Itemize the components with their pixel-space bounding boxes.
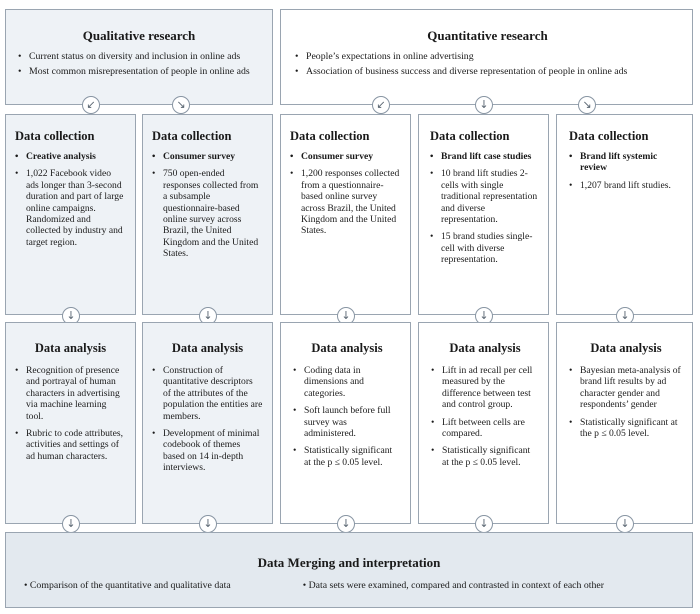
analysis-item: • Coding data in dimensions and categories. [293, 365, 401, 399]
analysis-title: Data analysis [34, 341, 107, 355]
arrow-down-right-icon: ↘ [578, 96, 596, 114]
analysis-title: Data analysis [449, 341, 521, 355]
arrow-down-icon: ↓ [337, 307, 355, 325]
arrow-down-icon: ↓ [616, 307, 634, 325]
analysis-item: • Lift between cells are compared. [431, 417, 539, 440]
collection-box-brand-lift-review [556, 114, 693, 315]
analysis-box-consumer-survey-qual [142, 322, 273, 524]
arrow-down-left-icon: ↙ [372, 96, 390, 114]
collection-method: • Creative analysis [15, 151, 126, 162]
analysis-item: • Lift in ad recall per cell measured by the difference between test and control group. [431, 365, 539, 411]
analysis-box-creative [5, 322, 136, 524]
collection-method: • Brand lift case studies [430, 151, 539, 162]
collection-item: • 1,207 brand lift studies. [569, 180, 683, 191]
analysis-box-brand-lift-case [418, 322, 549, 524]
analysis-title: Data analysis [590, 341, 662, 355]
arrow-down-icon: ↓ [475, 307, 493, 325]
arrow-down-icon: ↓ [475, 96, 493, 114]
analysis-title: Data analysis [311, 341, 383, 355]
analysis-title: Data analysis [171, 341, 244, 355]
collection-method: • Consumer survey [290, 151, 401, 162]
data-merging-box [5, 532, 693, 608]
collection-title: Data collection [15, 129, 95, 143]
merging-item: • Data sets were examined, compared and contrasted in context of each other [303, 580, 604, 592]
analysis-item: • Recognition of presence and portrayal of human characters in advertising via machine learning tool. [15, 365, 126, 422]
arrow-down-icon: ↓ [337, 515, 355, 533]
analysis-item: • Development of minimal codebook of themes based on 14 in-depth interviews. [152, 428, 263, 474]
qualitative-item: • Most common misrepresentation of people in online ads [18, 66, 260, 78]
collection-item: • 10 brand lift studies 2-cells with single traditional representation and diverse representation. [430, 168, 539, 225]
quantitative-research-title: Quantitative research [427, 28, 548, 43]
collection-title: Data collection [152, 129, 232, 143]
analysis-item: • Bayesian meta-analysis of brand lift results by ad character gender and respondents’ gender [569, 365, 683, 411]
collection-item: • 750 open-ended responses collected from a subsample questionnaire-based online survey across Brazil, the United Kingdom and the United States. [152, 168, 263, 259]
collection-item: • 1,200 responses collected from a questionnaire-based online survey across Brazil, the United Kingdom and the United States. [290, 168, 401, 236]
data-merging-title: Data Merging and interpretation [257, 555, 441, 570]
arrow-down-icon: ↓ [62, 307, 80, 325]
collection-title: Data collection [569, 129, 649, 143]
collection-item: • 1,022 Facebook video ads longer than 3-second duration and part of large online campaigns. Randomized and collected by industry and target region. [15, 168, 126, 248]
arrow-down-icon: ↓ [475, 515, 493, 533]
arrow-down-icon: ↓ [199, 515, 217, 533]
quantitative-item: • Association of business success and diverse representation of people in online ads [295, 66, 680, 78]
analysis-item: • Statistically significant at the p ≤ 0.05 level. [431, 445, 539, 468]
arrow-down-left-icon: ↙ [82, 96, 100, 114]
qualitative-item: • Current status on diversity and inclusion in online ads [18, 51, 260, 63]
analysis-item: • Statistically significant at the p ≤ 0.05 level. [569, 417, 683, 440]
quantitative-research-box [280, 9, 693, 105]
arrow-down-right-icon: ↘ [172, 96, 190, 114]
collection-box-consumer-survey-qual [142, 114, 273, 315]
analysis-item: • Soft launch before full survey was administered. [293, 405, 401, 439]
collection-box-brand-lift-case [418, 114, 549, 315]
arrow-down-icon: ↓ [199, 307, 217, 325]
merging-item: • Comparison of the quantitative and qualitative data [24, 580, 231, 592]
qualitative-research-box [5, 9, 273, 105]
analysis-item: • Rubric to code attributes, activities and settings of ad human characters. [15, 428, 126, 462]
collection-method: • Consumer survey [152, 151, 263, 162]
analysis-box-brand-lift-review [556, 322, 693, 524]
analysis-item: • Statistically significant at the p ≤ 0.05 level. [293, 445, 401, 468]
arrow-down-icon: ↓ [616, 515, 634, 533]
collection-item: • 15 brand studies single-cell with diverse representation. [430, 231, 539, 265]
collection-title: Data collection [290, 129, 370, 143]
collection-method: • Brand lift systemic review [569, 151, 683, 174]
collection-box-consumer-survey-quant [280, 114, 411, 315]
analysis-item: • Construction of quantitative descriptors of the attributes of the population the entities are members. [152, 365, 263, 422]
quantitative-item: • People’s expectations in online advertising [295, 51, 680, 63]
qualitative-research-title: Qualitative research [82, 28, 196, 43]
collection-box-creative [5, 114, 136, 315]
collection-title: Data collection [430, 129, 510, 143]
analysis-box-consumer-survey-quant [280, 322, 411, 524]
arrow-down-icon: ↓ [62, 515, 80, 533]
